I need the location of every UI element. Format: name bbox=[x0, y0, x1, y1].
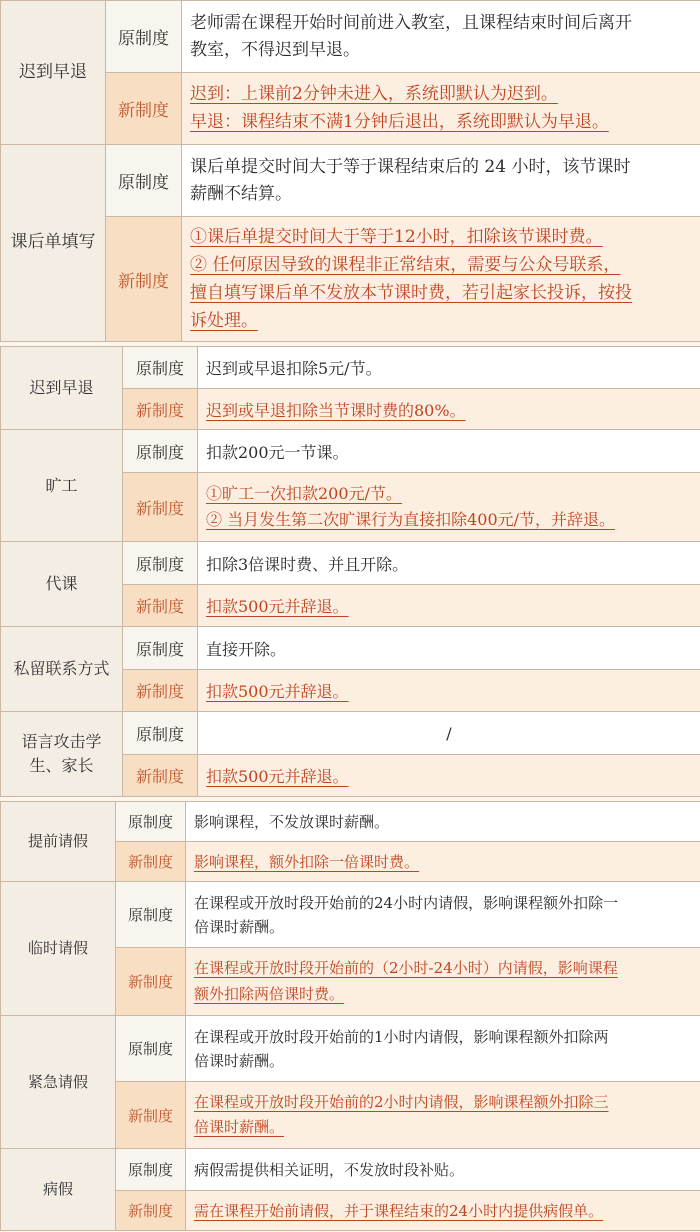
category-label: 私留联系方式 bbox=[13, 659, 110, 678]
new-policy-label: 新制度 bbox=[116, 948, 186, 1016]
new-policy-label: 新制度 bbox=[116, 842, 186, 882]
new-policy-label: 新制度 bbox=[116, 1191, 186, 1231]
old-policy-label: 原制度 bbox=[123, 712, 198, 755]
category-cell bbox=[1, 802, 116, 882]
policy-line: 倍课时薪酬。 bbox=[194, 917, 285, 936]
category-label: 生、家长 bbox=[29, 756, 94, 775]
policy-line: 在课程或开放时段开始前的（2小时-24小时）内请假，影响课程 bbox=[194, 959, 618, 977]
policy-line: 早退：课程结束不满1分钟后退出，系统即默认为早退。 bbox=[190, 111, 609, 132]
new-policy-label: 新制度 bbox=[123, 389, 198, 430]
policy-line: 在课程或开放时段开始前的2小时内请假，影响课程额外扣除三 bbox=[194, 1092, 609, 1111]
old-policy-label: 原制度 bbox=[106, 145, 182, 217]
category-cell bbox=[1, 542, 123, 627]
new-policy-label: 新制度 bbox=[123, 585, 198, 627]
old-policy-content bbox=[186, 1149, 700, 1191]
category-label: 旷工 bbox=[45, 475, 78, 495]
policy-line: 诉处理。 bbox=[190, 311, 258, 332]
policy-line: 扣款500元并辞退。 bbox=[206, 682, 349, 701]
policy-line: 教室，不得迟到早退。 bbox=[190, 39, 360, 60]
policy-line: 迟到：上课前2分钟未进入，系统即默认为迟到。 bbox=[190, 84, 558, 105]
old-policy-content bbox=[182, 145, 700, 217]
policy-line: / bbox=[446, 723, 452, 743]
old-policy-label: 原制度 bbox=[116, 802, 186, 842]
category-cell bbox=[1, 347, 123, 430]
old-policy-label: 原制度 bbox=[123, 430, 198, 473]
category-label: 课后单填写 bbox=[10, 232, 96, 253]
old-policy-content bbox=[198, 430, 700, 473]
policy-line: 扣除3倍课时费、并且开除。 bbox=[206, 554, 409, 574]
old-policy-content bbox=[186, 1016, 700, 1082]
policy-line: ①旷工一次扣款200元/节。 bbox=[206, 484, 402, 504]
new-policy-content bbox=[186, 1082, 700, 1149]
new-policy-content bbox=[186, 948, 700, 1016]
policy-line: 迟到或早退扣除当节课时费的80%。 bbox=[206, 400, 466, 420]
old-policy-label: 原制度 bbox=[123, 347, 198, 389]
policy-line: 在课程或开放时段开始前的1小时内请假，影响课程额外扣除两 bbox=[194, 1027, 609, 1046]
new-policy-content bbox=[198, 585, 700, 627]
new-policy-content bbox=[198, 389, 700, 430]
category-label: 迟到早退 bbox=[29, 378, 94, 397]
new-policy-content bbox=[198, 755, 700, 797]
policy-line: 扣款200元一节课。 bbox=[206, 442, 349, 462]
new-policy-label: 新制度 bbox=[116, 1082, 186, 1149]
new-policy-label: 新制度 bbox=[123, 670, 198, 712]
new-policy-content bbox=[198, 670, 700, 712]
new-policy-label: 新制度 bbox=[123, 473, 198, 542]
category-label: 代课 bbox=[45, 574, 78, 593]
old-policy-content bbox=[186, 882, 700, 948]
new-policy-content bbox=[198, 473, 700, 542]
old-policy-label: 原制度 bbox=[106, 1, 182, 73]
policy-line: 病假需提供相关证明，不发放时段补贴。 bbox=[194, 1161, 465, 1179]
policy-line: 直接开除。 bbox=[206, 639, 287, 659]
policy-line: 倍课时薪酬。 bbox=[194, 1118, 285, 1136]
new-policy-content bbox=[186, 842, 700, 882]
policy-line: 擅自填写课后单不发放本节课时费，若引起家长投诉，按投 bbox=[190, 283, 632, 303]
section-attendance-report bbox=[0, 0, 700, 342]
category-label: 临时请假 bbox=[27, 939, 88, 958]
old-policy-content bbox=[198, 712, 700, 755]
new-policy-content bbox=[182, 217, 700, 342]
old-policy-label: 原制度 bbox=[123, 627, 198, 670]
category-cell bbox=[1, 145, 106, 342]
policy-line: 需在课程开始前请假，并于课程结束的24小时内提供病假单。 bbox=[194, 1202, 604, 1220]
category-cell bbox=[1, 1, 106, 145]
new-policy-label: 新制度 bbox=[106, 217, 182, 342]
old-policy-content bbox=[198, 542, 700, 585]
category-label: 语言攻击学 bbox=[21, 732, 102, 751]
new-policy-label: 新制度 bbox=[106, 73, 182, 145]
category-cell bbox=[1, 430, 123, 542]
old-policy-content bbox=[182, 1, 700, 73]
old-policy-content bbox=[198, 627, 700, 670]
policy-line: 影响课程，额外扣除一倍课时费。 bbox=[194, 853, 420, 871]
category-cell bbox=[1, 712, 123, 797]
policy-line: 在课程或开放时段开始前的24小时内请假，影响课程额外扣除一 bbox=[194, 893, 619, 912]
category-label: 病假 bbox=[42, 1180, 73, 1199]
policy-line: ①课后单提交时间大于等于12小时，扣除该节课时费。 bbox=[190, 226, 603, 247]
old-policy-label: 原制度 bbox=[116, 1149, 186, 1191]
category-cell bbox=[1, 627, 123, 712]
category-cell bbox=[1, 1016, 116, 1149]
category-label: 提前请假 bbox=[27, 832, 88, 851]
policy-line: ② 任何原因导致的课程非正常结束，需要与公众号联系， bbox=[190, 254, 621, 275]
policy-line: 扣款500元并辞退。 bbox=[206, 597, 349, 616]
old-policy-label: 原制度 bbox=[116, 1016, 186, 1082]
new-policy-label: 新制度 bbox=[123, 755, 198, 797]
old-policy-label: 原制度 bbox=[116, 882, 186, 948]
policy-line: 老师需在课程开始时间前进入教室，且课程结束时间后离开 bbox=[190, 13, 632, 34]
policy-line: 扣款500元并辞退。 bbox=[206, 767, 349, 786]
section-leave bbox=[0, 801, 700, 1231]
old-policy-content bbox=[186, 802, 700, 842]
policy-line: 额外扣除两倍课时费。 bbox=[194, 984, 345, 1003]
old-policy-label: 原制度 bbox=[123, 542, 198, 585]
category-cell bbox=[1, 882, 116, 1016]
new-policy-content bbox=[182, 73, 700, 145]
policy-line: 薪酬不结算。 bbox=[190, 183, 292, 204]
new-policy-content bbox=[186, 1191, 700, 1231]
policy-line: ② 当月发生第二次旷课行为直接扣除400元/节，并辞退。 bbox=[206, 510, 616, 529]
old-policy-content bbox=[198, 347, 700, 389]
category-cell bbox=[1, 1149, 116, 1231]
policy-line: 影响课程，不发放课时薪酬。 bbox=[194, 813, 390, 831]
category-label: 迟到早退 bbox=[19, 61, 87, 82]
category-label: 紧急请假 bbox=[27, 1072, 88, 1091]
policy-line: 课后单提交时间大于等于课程结束后的 24 小时，该节课时 bbox=[190, 157, 631, 178]
policy-line: 迟到或早退扣除5元/节。 bbox=[206, 359, 382, 378]
policy-line: 倍课时薪酬。 bbox=[194, 1051, 285, 1070]
section-penalties bbox=[0, 346, 700, 797]
